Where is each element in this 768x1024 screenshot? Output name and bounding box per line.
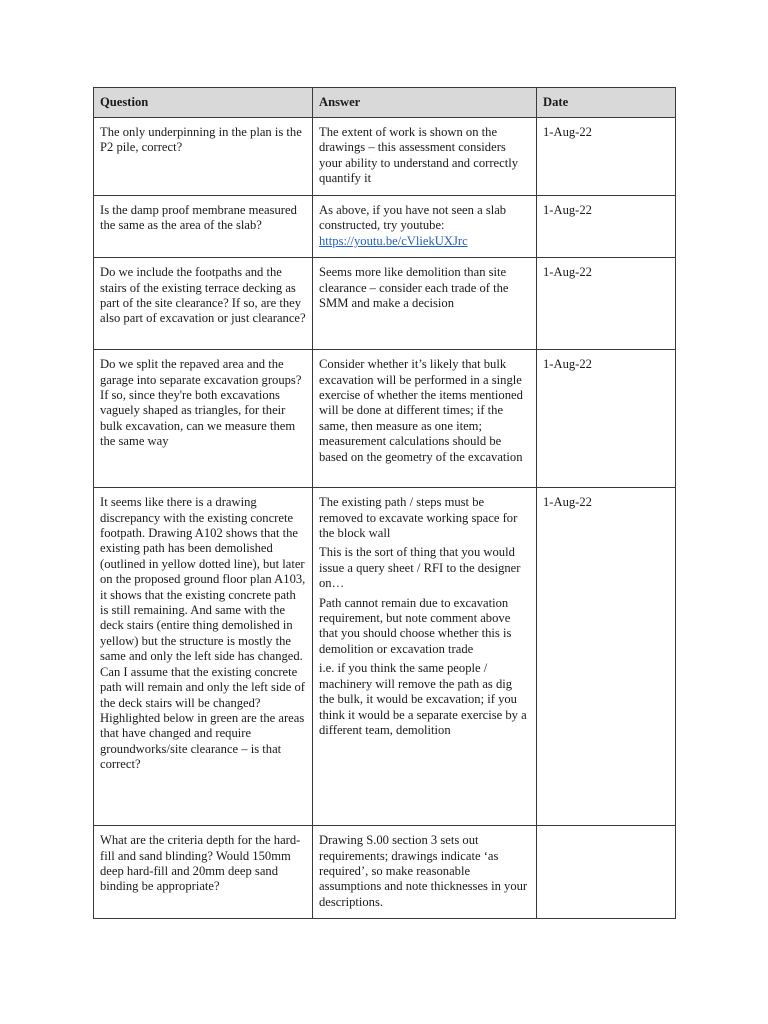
answer-paragraph: Seems more like demolition than site clearance – consider each trade of the SMM and make a decision (319, 265, 509, 311)
answer-paragraph: Drawing S.00 section 3 sets out requirements; drawings indicate ‘as required’, so make reasonable assumptions and note thicknesses in your descriptions. (319, 833, 528, 909)
date-cell (537, 826, 676, 919)
answer-paragraph: This is the sort of thing that you would issue a query sheet / RFI to the designer on… (319, 545, 521, 591)
answer-text: As above, if you have not seen a slab constructed, try youtube: (319, 203, 507, 233)
table-row (94, 118, 676, 196)
answer-paragraph: i.e. if you think the same people / machinery will remove the path as dig the bulk, it would be excavation; if you think it would be a separate exercise by a different team, demolition (319, 661, 527, 737)
answer-cell (313, 118, 537, 196)
answer-cell (313, 258, 537, 350)
table-row (94, 350, 676, 488)
question-cell: Is the damp proof membrane measured the same as the area of the slab? (94, 196, 313, 258)
column-header-date: Date (537, 88, 676, 118)
answer-cell (313, 826, 537, 919)
date-cell: 1-Aug-22 (537, 350, 676, 488)
table-row (94, 258, 676, 350)
answer-paragraph: The extent of work is shown on the drawings – this assessment considers your ability to understand and correctly quantify it (319, 125, 518, 186)
question-cell: Do we include the footpaths and the stairs of the existing terrace decking as part of the site clearance? If so, are they also part of excavation or just clearance? (94, 258, 313, 350)
youtube-link[interactable]: https://youtu.be/cVliekUXJrc (319, 233, 468, 248)
answer-cell (313, 488, 537, 826)
qa-table (93, 87, 676, 919)
table-row (94, 196, 676, 258)
question-cell: Do we split the repaved area and the garage into separate excavation groups? If so, since they're both excavations vaguely shaped as triangles, for their bulk excavation, can we measure them the same way (94, 350, 313, 488)
table-row (94, 488, 676, 826)
answer-cell (313, 350, 537, 488)
column-header-answer: Answer (313, 88, 537, 118)
answer-cell (313, 196, 537, 258)
date-cell: 1-Aug-22 (537, 118, 676, 196)
answer-paragraph: The existing path / steps must be removed to excavate working space for the block wall (319, 495, 518, 541)
table-header-row (94, 88, 676, 118)
question-cell: It seems like there is a drawing discrepancy with the existing concrete footpath. Drawing A102 shows that the existing path has been demolished (outlined in yellow dotted line), but later on the proposed ground floor plan A103, it shows that the existing concrete path is still remaining. And same with the deck stairs (entire thing demolished in yellow) but the structure is mostly the same and only the left side has changed. Can I assume that the existing concrete path will remain and only the left side of the deck stairs will be changed? Highlighted below in green are the areas that have changed and require groundworks/site clearance – is that correct? (94, 488, 313, 826)
question-cell: The only underpinning in the plan is the P2 pile, correct? (94, 118, 313, 196)
table-row (94, 826, 676, 919)
date-cell: 1-Aug-22 (537, 258, 676, 350)
answer-paragraph: Path cannot remain due to excavation requirement, but note comment above that you should choose whether this is demolition or excavation trade (319, 595, 512, 656)
date-cell: 1-Aug-22 (537, 488, 676, 826)
answer-paragraph (319, 203, 530, 249)
column-header-question: Question (94, 88, 313, 118)
question-cell: What are the criteria depth for the hard-fill and sand blinding? Would 150mm deep hard-fill and 20mm deep sand binding be appropriate? (94, 826, 313, 919)
date-cell: 1-Aug-22 (537, 196, 676, 258)
answer-paragraph: Consider whether it’s likely that bulk excavation will be performed in a single exercise of whether the items mentioned will be done at different times; if the same, then measure as one item; measurement calculations should be based on the geometry of the excavation (319, 357, 523, 464)
